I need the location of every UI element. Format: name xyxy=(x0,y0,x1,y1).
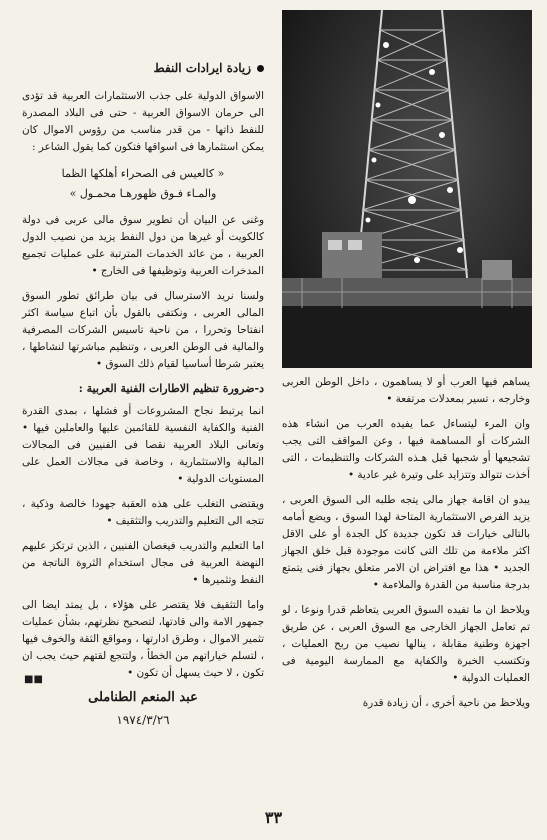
paragraph: يساهم فيها العرب أو لا يساهمون ، داخل الوطن العربى وخارجه ، تسير بمعدلات مرتفعة • xyxy=(282,376,530,405)
article-date: ١٩٧٤/٣/٢٦ xyxy=(116,713,170,727)
paragraph: ويلاحظ ان ما تفيده السوق العربى يتعاظم قدرا ونوعا ، لو تم تعامل الجهاز الخارجى مع السوق العربى ، عن طريق اجهزة وطنية مقابلة ، ينالها نصيب من ربح العمليات ، وتكتسب الخبرة والكفاية مع الممارسة اليومية فى العمليات الدولية • xyxy=(282,604,530,684)
paragraph: انما يرتبط نجاح المشروعات أو فشلها ، بمدى القدرة الفنية والكفاية النفسية للقائمين عليها والعاملين فيها • وتعانى البلاد العربية نقصا فى الفنيين فى المجالات المالية والاستثمارية ، وخاصة فى مجالات العمل على المستويات الدولية • xyxy=(22,405,264,485)
page-number: ٣٣ xyxy=(264,808,283,827)
paragraph: واما التثقيف فلا يقتصر على هؤلاء ، بل يمتد ايضا الى جمهور الامة والى قادتها، لتصحيح نظرتهم، بشأن عمليات تثمير الاموال ، وطرق ادارتها ، ومواقع الثقة والخوف فيها ، لتسلم خياراتهم من الخطأ ، ولتتجع لقتهم حيث يجب ان تكون ، لا حيث يسهل أن تكون • xyxy=(22,599,264,679)
subsection-heading: د-ضرورة تنظيم الاطارات الفنية العربية : xyxy=(78,382,264,395)
paragraph: اما التعليم والتدريب فيغصان الفنيين ، الذين ترتكز عليهم النهضة العربية فى مجال استخدام الثروة الناتجة من النفط وتثميرها • xyxy=(22,540,264,586)
poem-line: « كالعيس فى الصحراء أهلكها الظما xyxy=(61,167,225,180)
oil-rig-illustration xyxy=(282,10,532,368)
paragraph: الاسواق الدولية على جذب الاستثمارات العربية قد تؤدى الى حرمان الاسواق العربية - حتى فى البلاد المصدرة للنفط ذاتها - من قدر مناسب من رؤوس الاموال كان يمكن استثمارها فى اسواقها فتكون كما يقول الشاعر : xyxy=(22,90,264,153)
paragraph: ولسنا نريد الاسترسال فى بيان طرائق تطور السوق المالى العربى ، ونكتفى بالقول بأن اتباع سياسة اكثر انفتاحا وتحررا ، من ناحية تاسيس الشركات المصرفية والمالية فى الوطن العربى ، وتنظيم مباشرتها لنشاطها ، يعتبر شرطا أساسيا لقيام ذلك السوق • xyxy=(22,290,264,370)
section-heading-text: زيادة ايرادات النفط xyxy=(153,61,251,75)
left-column xyxy=(22,60,264,727)
paragraph: وان المرء ليتساءل عما يفيده العرب من انشاء هذه الشركات أو المساهمة فيها ، وعن المواقف التى يجب تشجيعها أو شجبها قبل هـذه الشركات والتنظيمات ، التى أخذت تتوالد وتتزايد على وتيرة غير عادية • xyxy=(282,418,530,481)
author-name: عبد المنعم الطناملى xyxy=(88,690,198,705)
section-heading xyxy=(22,60,264,76)
oil-rig-photo xyxy=(282,10,532,368)
end-mark: ■■ xyxy=(24,674,43,685)
paragraph: يبدو ان اقامة جهاز مالى يتجه طلبه الى السوق العربى ، يزيد الفرص الاستثمارية المتاحة لهذا السوق ، ويضع أمامه بالتالى خيارات قد تكون جديدة كل الجدة أو على الاقل اكثر ملاءمة من تلك التى كانت موجودة قبل خلق الجهاز الجديد • هذا مع افتراض ان الامر متعلق بجهاز فنى يتمتع بدرجة مناسبة من القدرة والملاءمة • xyxy=(282,494,530,591)
poem-quote xyxy=(22,164,264,204)
paragraph: ويقتضى التغلب على هذه العقبة جهودا خالصة وذكية ، تتجه الى التعليم والتدريب والتثقيف • xyxy=(22,498,264,527)
bullet-icon xyxy=(257,65,264,72)
paragraph: وغنى عن البيان أن تطوير سوق مالى عربى فى دولة كالكويت أو غيرها من دول النفط يزيد من نصيب الدول العربية ، من عائد الخدمات المترتبة على عمليات تجميع المدخرات العربية وتوظيفها فى الخارج • xyxy=(22,214,264,277)
poem-line: والمـاء فـوق ظهورهـا محمـول » xyxy=(69,187,217,200)
paragraph: ويلاحظ من ناحية أخرى ، أن زيادة قدرة xyxy=(362,697,530,709)
right-column xyxy=(282,374,530,720)
